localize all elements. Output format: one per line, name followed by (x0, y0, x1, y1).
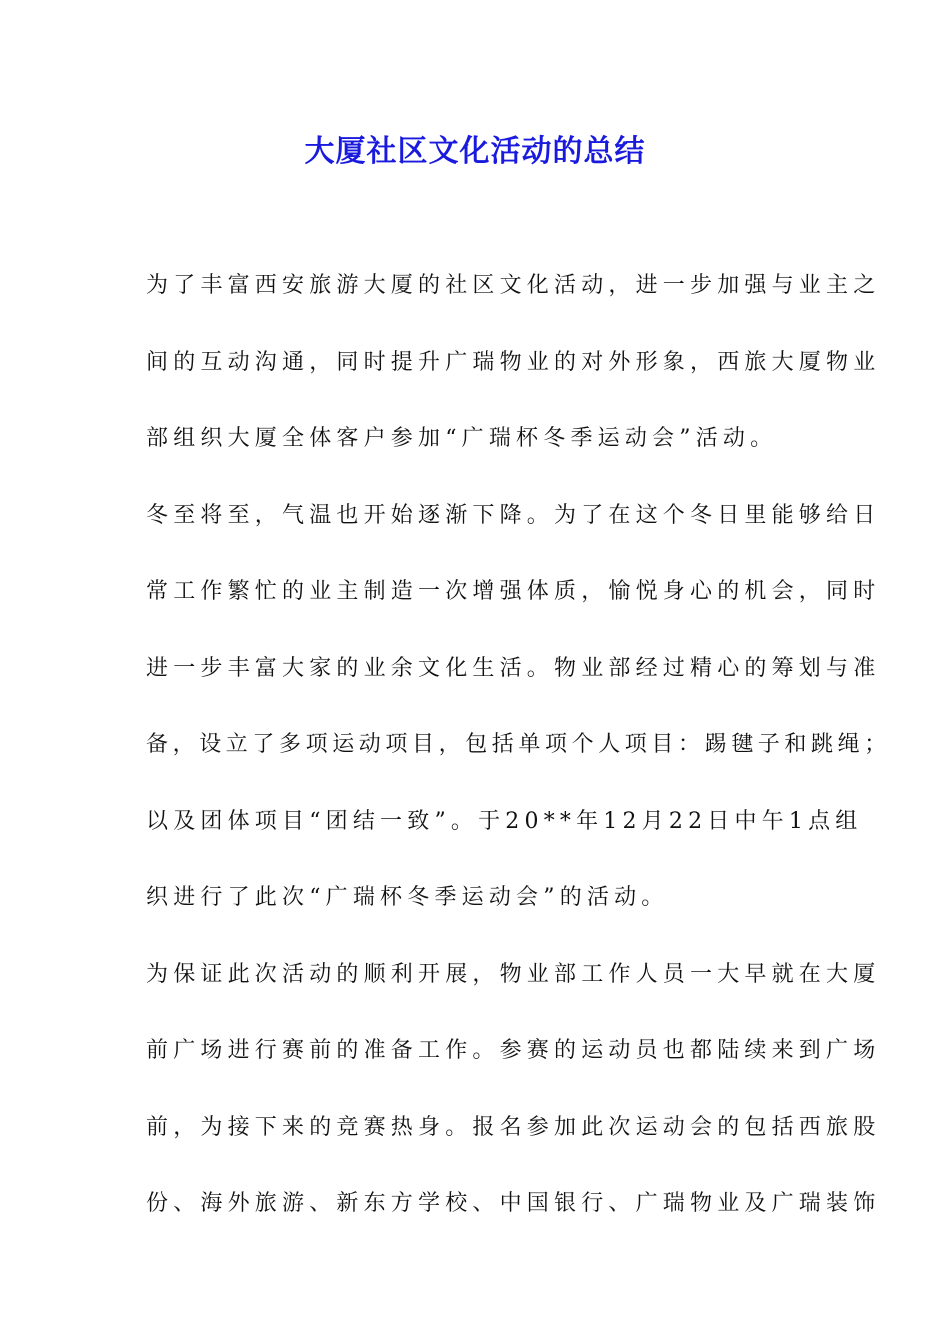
paragraph-3-line-4: 份、海外旅游、新东方学校、中国银行、广瑞物业及广瑞装饰 (146, 1191, 881, 1216)
paragraph-2-line-1: 冬至将至，气温也开始逐渐下降。为了在这个冬日里能够给日 (146, 502, 881, 528)
paragraph-2-line-2: 常工作繁忙的业主制造一次增强体质，愉悦身心的机会，同时 (146, 579, 881, 604)
paragraph-2-line-4: 备，设立了多项运动项目，包括单项个人项目：踢毽子和跳绳； (146, 732, 891, 757)
document-body (146, 256, 891, 1251)
paragraph-3-line-1: 为保证此次活动的顺利开展，物业部工作人员一大早就在大厦 (146, 961, 881, 987)
paragraph-3-line-3: 前，为接下来的竞赛热身。报名参加此次运动会的包括西旅股 (146, 1114, 881, 1140)
paragraph-1-line-1: 为了丰富西安旅游大厦的社区文化活动，进一步加强与业主之 (146, 273, 881, 298)
paragraph-2-line-6: 织进行了此次“广瑞杯冬季运动会”的活动。 (146, 885, 669, 910)
paragraph-3-line-2: 前广场进行赛前的准备工作。参赛的运动员也都陆续来到广场 (146, 1038, 881, 1063)
paragraph-2-line-3: 进一步丰富大家的业余文化生活。物业部经过精心的筹划与准 (146, 655, 881, 681)
paragraph-1-line-3: 部组织大厦全体客户参加“广瑞杯冬季运动会”活动。 (146, 426, 778, 451)
paragraph-1-line-2: 间的互动沟通，同时提升广瑞物业的对外形象，西旅大厦物业 (146, 349, 881, 375)
page-title: 大厦社区文化活动的总结 (304, 134, 646, 169)
paragraph-2-line-5: 以及团体项目“团结一致”。于20**年12月22日中午1点组 (146, 808, 863, 834)
